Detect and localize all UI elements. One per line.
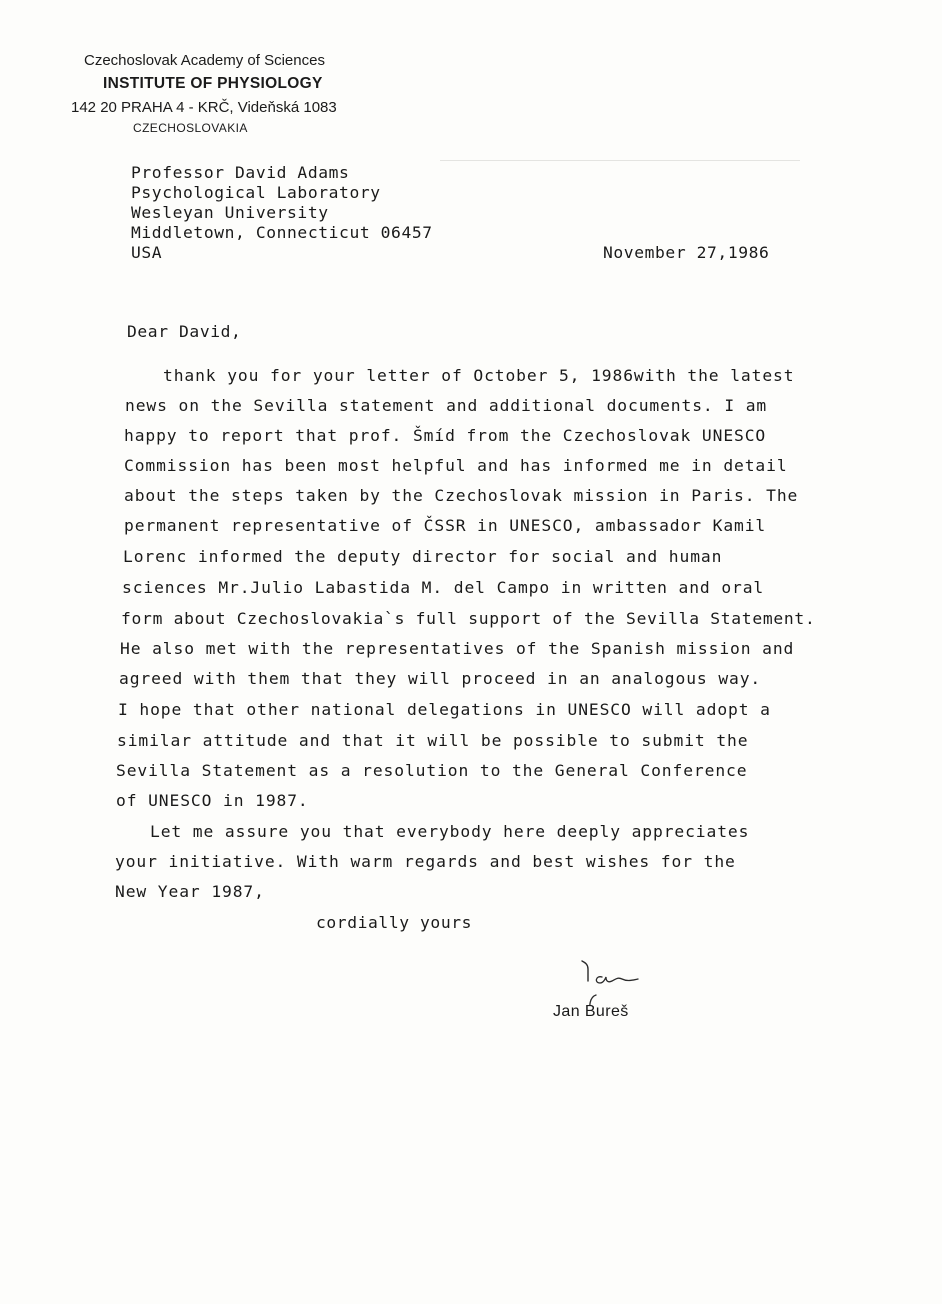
academy-name: Czechoslovak Academy of Sciences: [84, 52, 325, 69]
body-line: permanent representative of ČSSR in UNESCO, ambassador Kamil: [124, 516, 767, 535]
bleed-through-rule: [440, 160, 800, 161]
body-line: I hope that other national delegations in UNESCO will adopt a: [118, 700, 771, 719]
body-line: Let me assure you that everybody here deeply appreciates: [150, 822, 750, 841]
body-line: Lorenc informed the deputy director for social and human: [123, 547, 723, 566]
body-line: of UNESCO in 1987.: [116, 791, 309, 810]
closing: cordially yours: [316, 913, 473, 932]
recipient-line: USA: [131, 243, 163, 262]
body-line: Sevilla Statement as a resolution to the General Conference: [116, 761, 748, 780]
body-line: sciences Mr.Julio Labastida M. del Campo in written and oral: [122, 578, 765, 597]
body-line: New Year 1987,: [115, 882, 265, 901]
institute-address: 142 20 PRAHA 4 - KRČ, Videňská 1083: [71, 99, 337, 116]
body-line: happy to report that prof. Šmíd from the Czechoslovak UNESCO: [124, 426, 767, 445]
body-line: agreed with them that they will proceed in an analogous way.: [119, 669, 762, 688]
body-line: He also met with the representatives of the Spanish mission and: [120, 639, 795, 658]
letter-date: November 27,1986: [603, 243, 770, 262]
handwritten-signature: [572, 955, 682, 1005]
salutation: Dear David,: [127, 322, 242, 341]
body-line: your initiative. With warm regards and best wishes for the: [115, 852, 736, 871]
body-line: about the steps taken by the Czechoslovak mission in Paris. The: [124, 486, 799, 505]
body-line: form about Czechoslovakia`s full support of the Sevilla Statement.: [121, 609, 816, 628]
institute-country: CZECHOSLOVAKIA: [133, 121, 248, 135]
body-line: thank you for your letter of October 5, 1986with the latest: [163, 366, 795, 385]
recipient-line: Professor David Adams: [131, 163, 350, 182]
institute-name: INSTITUTE OF PHYSIOLOGY: [103, 75, 323, 92]
recipient-line: Middletown, Connecticut 06457: [131, 223, 433, 242]
body-line: Commission has been most helpful and has informed me in detail: [124, 456, 788, 475]
signatory-name: Jan Bureš: [553, 1003, 629, 1020]
recipient-line: Wesleyan University: [131, 203, 329, 222]
body-line: similar attitude and that it will be possible to submit the: [117, 731, 749, 750]
body-line: news on the Sevilla statement and additional documents. I am: [125, 396, 768, 415]
recipient-line: Psychological Laboratory: [131, 183, 381, 202]
